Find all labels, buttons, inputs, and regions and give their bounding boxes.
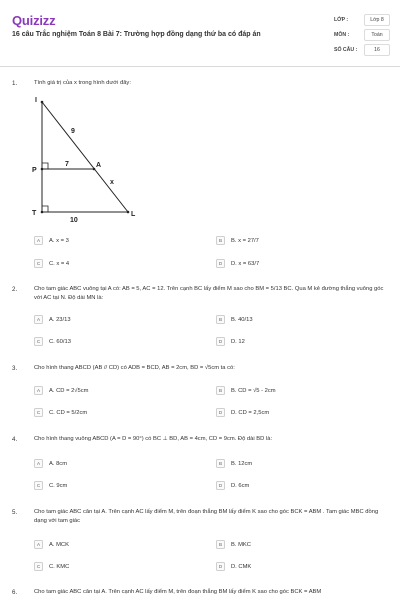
option-text: A. x = 3 [49, 237, 69, 244]
segment-ia-length: 9 [71, 128, 75, 135]
option-text: D. x = 63/7 [231, 260, 260, 267]
option-letter: B [216, 459, 225, 468]
point-p-label: P [32, 167, 37, 174]
option-letter: B [216, 315, 225, 324]
option-letter: A [34, 315, 43, 324]
question-6-text: Cho tam giác ABC cân tại A. Trên cạnh AC lấy điểm M, trên đoạn thẳng BM lấy điểm K sao cho góc BCK = ABM [34, 589, 322, 595]
option-letter: A [34, 459, 43, 468]
option-letter: D [216, 337, 225, 346]
point-t-label: T [32, 210, 37, 217]
option-text: D. 6cm [231, 482, 250, 489]
segment-al-length: x [110, 179, 114, 186]
option-text: B. CD = √5 - 2cm [231, 387, 276, 394]
header-divider [0, 66, 400, 67]
option-letter: C [34, 481, 43, 490]
question-count-label: SỐ CÂU : [334, 47, 358, 53]
segment-pa-length: 7 [65, 161, 69, 168]
q3-option-c[interactable] [34, 408, 87, 417]
option-text: C. KMC [49, 563, 70, 570]
option-letter: A [34, 386, 43, 395]
option-letter: C [34, 259, 43, 268]
question-1-text: Tính giá trị của x trong hình dưới đây: [34, 80, 131, 86]
option-letter: B [216, 386, 225, 395]
option-text: A. MCK [49, 541, 69, 548]
q3-option-a[interactable] [34, 386, 88, 395]
q5-option-a[interactable] [34, 540, 69, 549]
option-text: C. x = 4 [49, 260, 70, 267]
question-1-number: 1. [12, 80, 18, 87]
question-5-text: Cho tam giác ABC cân tại A. Trên cạnh AC lấy điểm M, trên đoạn thẳng BM lấy điểm K sao cho góc BCK = ABM . Tam giác MBC đồng dạng với tam giác [34, 509, 379, 524]
q1-option-a[interactable] [34, 236, 69, 245]
question-1-triangle-figure [28, 96, 148, 224]
subject-label: MÔN : [334, 32, 350, 38]
option-letter: C [34, 337, 43, 346]
option-text: B. MKC [231, 541, 251, 548]
segment-tl-length: 10 [70, 217, 78, 224]
option-letter: D [216, 408, 225, 417]
question-5-number: 5. [12, 509, 18, 516]
q2-option-a[interactable] [34, 315, 71, 324]
q5-option-d[interactable] [216, 562, 251, 571]
option-text: D. CMK [231, 563, 252, 570]
q1-option-c[interactable] [34, 259, 69, 268]
q3-option-b[interactable] [216, 386, 276, 395]
option-letter: D [216, 481, 225, 490]
question-count-value: 16 [364, 44, 390, 56]
grade-label: LỚP : [334, 17, 349, 23]
option-text: A. 23/13 [49, 316, 71, 323]
option-text: D. 12 [231, 338, 245, 345]
option-text: B. x = 27/7 [231, 237, 259, 244]
option-text: B. 12cm [231, 460, 253, 467]
point-l-label: L [131, 211, 136, 218]
q4-option-a[interactable] [34, 459, 67, 468]
q4-option-c[interactable] [34, 481, 67, 490]
document-title: 16 câu Trắc nghiệm Toán 8 Bài 7: Trường hợp đồng dạng thứ ba có đáp án [12, 31, 261, 38]
q1-option-b[interactable] [216, 236, 259, 245]
q2-option-b[interactable] [216, 315, 253, 324]
option-text: C. CD = 5/2cm [49, 409, 88, 416]
q4-option-d[interactable] [216, 481, 249, 490]
point-i-label: I [35, 97, 37, 104]
grade-value: Lớp 8 [364, 14, 390, 26]
q5-option-c[interactable] [34, 562, 69, 571]
q2-option-d[interactable] [216, 337, 245, 346]
option-letter: A [34, 236, 43, 245]
option-text: A. CD = 2√5cm [49, 387, 89, 394]
question-3-number: 3. [12, 365, 18, 372]
worksheet-header [0, 0, 400, 66]
q1-option-d[interactable] [216, 259, 259, 268]
question-4-text: Cho hình thang vuông ABCD (A = D = 90°) có BC ⊥ BD, AB = 4cm, CD = 9cm. Độ dài BD là: [34, 436, 273, 442]
question-6-number: 6. [12, 589, 18, 596]
option-text: C. 60/13 [49, 338, 71, 345]
option-letter: B [216, 540, 225, 549]
question-3-text: Cho hình thang ABCD (AB // CD) có ADB = BCD, AB = 2cm, BD = √5cm ta có: [34, 365, 235, 371]
question-2-text: Cho tam giác ABC vuông tại A có: AB = 5, AC = 12. Trên cạnh BC lấy điểm M sao cho BM = 5/13 BC. Qua M kẻ đường thẳng vuông góc với AC tại N. Độ dài MN là: [34, 286, 384, 301]
option-letter: C [34, 408, 43, 417]
point-a-label: A [96, 162, 102, 169]
option-text: A. 8cm [49, 460, 68, 467]
option-text: B. 40/13 [231, 316, 253, 323]
option-text: D. CD = 2,5cm [231, 409, 270, 416]
q2-option-c[interactable] [34, 337, 71, 346]
subject-value: Toán [364, 29, 390, 41]
option-text: C. 9cm [49, 482, 68, 489]
question-2-number: 2. [12, 286, 18, 293]
option-letter: C [34, 562, 43, 571]
q5-option-b[interactable] [216, 540, 251, 549]
q3-option-d[interactable] [216, 408, 269, 417]
option-letter: D [216, 562, 225, 571]
option-letter: B [216, 236, 225, 245]
option-letter: D [216, 259, 225, 268]
q4-option-b[interactable] [216, 459, 252, 468]
question-4-number: 4. [12, 436, 18, 443]
quizizz-logo[interactable]: Quizizz [12, 13, 56, 28]
option-letter: A [34, 540, 43, 549]
